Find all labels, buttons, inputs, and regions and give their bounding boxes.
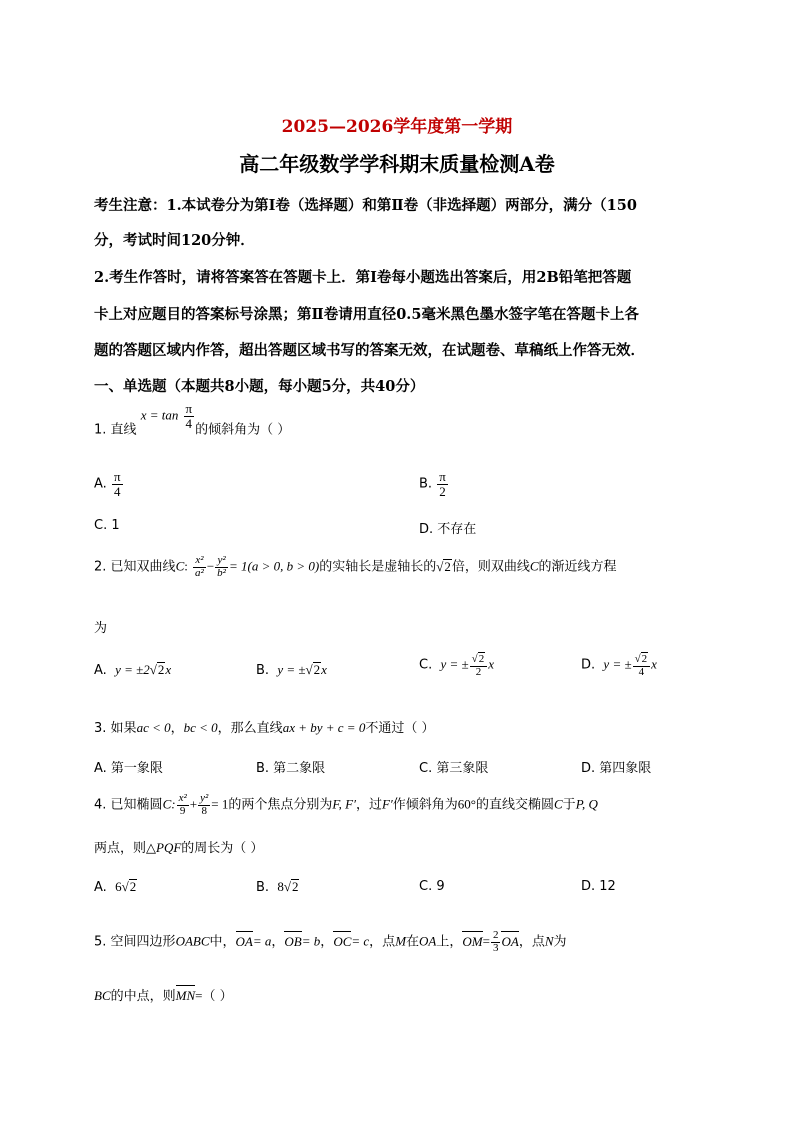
q3-option-a[interactable]: A. 第一象限 bbox=[94, 761, 163, 776]
q4-option-a[interactable]: A. 6√2 bbox=[94, 879, 137, 895]
fraction: $\frac{\text{y²}}{\text{b²}}$ bbox=[217, 554, 226, 579]
question-5: 5. 空间四边形OABC中，OA= a，OB= b，OC= c，点M在OA上，OM= $\frac{2}{3}$ OA，点N为 bbox=[94, 929, 567, 954]
exam-year: 2025—2026学年度第一学期 bbox=[281, 117, 513, 137]
q2-option-c[interactable]: C. y = ± $\frac{√2}{2}$ x bbox=[419, 653, 494, 678]
question-2-cont: 为 bbox=[94, 621, 108, 636]
q1-option-d[interactable]: D. 不存在 bbox=[419, 522, 477, 537]
q3-option-c[interactable]: C. 第三象限 bbox=[419, 761, 489, 776]
q3-option-b[interactable]: B. 第二象限 bbox=[256, 761, 326, 776]
question-5-cont: BC的中点，则MN=（ ） bbox=[94, 988, 233, 1004]
math-expression: x = tan bbox=[140, 407, 179, 423]
question-text: 直线 bbox=[110, 422, 137, 438]
notice-line-4: 卡上对应题目的答案标号涂黑；第Ⅱ卷请用直径0.5毫米黑色墨水签字笔在答题卡上各 bbox=[94, 306, 639, 323]
q4-option-d[interactable]: D. 12 bbox=[581, 879, 616, 894]
fraction: $\frac{\pi}{4}$ bbox=[185, 401, 193, 431]
section-heading: 一、单选题（本题共8小题，每小题5分，共40分） bbox=[94, 378, 425, 395]
q4-option-b[interactable]: B. 8√2 bbox=[256, 879, 299, 895]
question-4-cont: 两点，则△PQF的周长为（ ） bbox=[94, 840, 264, 856]
question-4: 4. 已知椭圆C: $\frac{\text{x²}}{9}$ + $\frac{\text{y²}}{8}$ = 1的两个焦点分别为F, F′，过F′作倾斜角为60°的直线交椭圆C于P, Q bbox=[94, 792, 598, 817]
q3-option-d[interactable]: D. 第四象限 bbox=[581, 761, 652, 776]
exam-title: 高二年级数学学科期末质量检测A卷 bbox=[239, 152, 555, 176]
notice-line-1: 考生注意：1.本试卷分为第Ⅰ卷（选择题）和第Ⅱ卷（非选择题）两部分，满分（150 bbox=[94, 197, 637, 214]
fraction: $\frac{\pi}{4}$ bbox=[113, 469, 121, 499]
question-3: 3. 如果ac < 0，bc < 0，那么直线ax + by + c = 0不通过（ ） bbox=[94, 720, 435, 736]
fraction: $\frac{\text{x²}}{\text{a²}}$ bbox=[195, 554, 204, 579]
question-number: 1. bbox=[94, 422, 107, 438]
q1-option-b[interactable]: B. $\frac{\pi}{2}$ bbox=[419, 469, 446, 499]
notice-line-3: 2.考生作答时，请将答案答在答题卡上．第Ⅰ卷每小题选出答案后，用2B铅笔把答题 bbox=[94, 269, 632, 286]
sqrt: √2 bbox=[436, 558, 451, 574]
notice-line-2: 分，考试时间120分钟． bbox=[94, 232, 255, 249]
q1-option-a[interactable]: A. $\frac{\pi}{4}$ bbox=[94, 469, 121, 499]
question-text: 的倾斜角为（ ） bbox=[195, 422, 291, 438]
q2-option-d[interactable]: D. y = ± $\frac{√2}{4}$ x bbox=[581, 653, 657, 678]
q1-option-c[interactable]: C. 1 bbox=[94, 518, 120, 533]
q2-option-b[interactable]: B. y = ±√2x bbox=[256, 662, 327, 678]
question-1 bbox=[94, 401, 291, 444]
notice-line-5: 题的答题区域内作答，超出答题区域书写的答案无效，在试题卷、草稿纸上作答无效． bbox=[94, 342, 645, 359]
q2-option-a[interactable]: A. y = ±2√2x bbox=[94, 662, 172, 678]
q4-option-c[interactable]: C. 9 bbox=[419, 879, 445, 894]
question-2: 2. 已知双曲线C: $\frac{\text{x²}}{\text{a²}}$ − $\frac{\text{y²}}{\text{b²}}$ = 1(a > 0, b > 0)的实轴长是虚轴长的√2倍，则双曲线C的渐近线方程 bbox=[94, 554, 617, 579]
fraction: $\frac{\pi}{2}$ bbox=[439, 469, 446, 499]
